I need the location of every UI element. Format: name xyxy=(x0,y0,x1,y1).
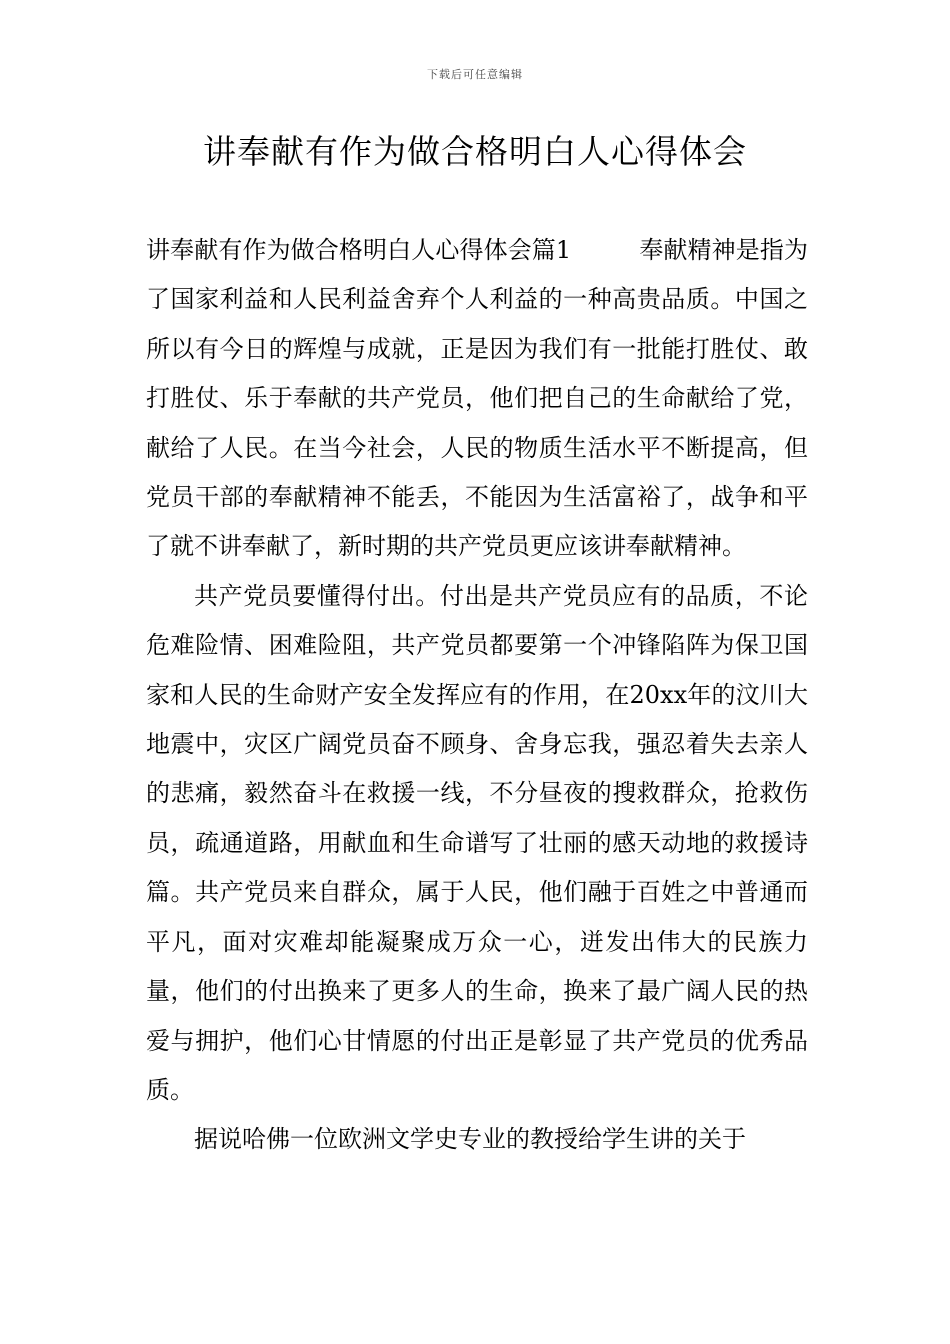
paragraph-1 xyxy=(146,226,808,572)
paragraph-1-text: 奉献精神是指为了国家利益和人民利益舍弃个人利益的一种高贵品质。中国之所以有今日的辉煌与成就，正是因为我们有一批能打胜仗、敢打胜仗、乐于奉献的共产党员，他们把自己的生命献给了党，献给了人民。在当今社会，人民的物质生活水平不断提高，但党员干部的奉献精神不能丢，不能因为生活富裕了，战争和平了就不讲奉献了，新时期的共产党员更应该讲奉献精神。 xyxy=(146,236,808,561)
paragraph-2: 共产党员要懂得付出。付出是共产党员应有的品质，不论危难险情、困难险阻，共产党员都要第一个冲锋陷阵为保卫国家和人民的生命财产安全发挥应有的作用，在20xx年的汶川大地震中，灾区广阔党员奋不顾身、舍身忘我，强忍着失去亲人的悲痛，毅然奋斗在救援一线，不分昼夜的搜救群众，抢救伤员，疏通道路，用献血和生命谱写了壮丽的感天动地的救援诗篇。共产党员来自群众，属于人民，他们融于百姓之中普通而平凡，面对灾难却能凝聚成万众一心，迸发出伟大的民族力量，他们的付出换来了更多人的生命，换来了最广阔人民的热爱与拥护，他们心甘情愿的付出正是彰显了共产党员的优秀品质。 xyxy=(146,581,808,1104)
section-heading: 讲奉献有作为做合格明白人心得体会篇1 xyxy=(146,236,572,264)
document-title: 讲奉献有作为做合格明白人心得体会 xyxy=(203,132,747,171)
paragraph-3: 据说哈佛一位欧洲文学史专业的教授给学生讲的关于 xyxy=(194,1125,746,1154)
document-body xyxy=(146,226,808,1165)
header-note: 下载后可任意编辑 xyxy=(427,68,523,81)
